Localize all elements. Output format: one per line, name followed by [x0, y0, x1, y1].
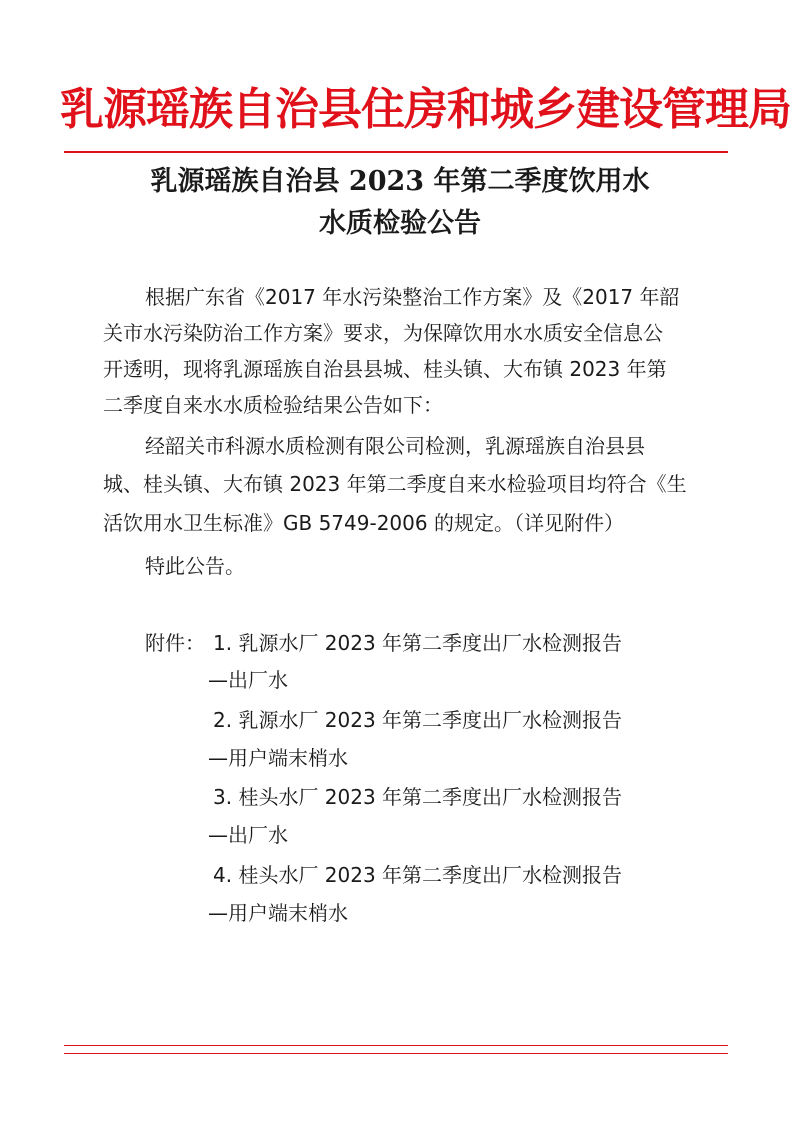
attachment-3-title: 3. 桂头水厂 2023 年第二季度出厂水检测报告 [213, 785, 623, 809]
paragraph-2-line-1: 经韶关市科源水质检测有限公司检测，乳源瑶族自治县县 [145, 434, 645, 458]
paragraph-2-line-2: 城、桂头镇、大布镇 2023 年第二季度自来水检验项目均符合《生 [103, 472, 687, 496]
attachment-3-subtitle: —出厂水 [208, 823, 288, 847]
agency-letterhead: 乳源瑶族自治县住房和城乡建设管理局 [60, 84, 791, 135]
attachment-2-subtitle: —用户端末梢水 [208, 746, 348, 770]
document-title-line-1: 乳源瑶族自治县 2023 年第二季度饮用水 [150, 166, 650, 197]
paragraph-1-line-2: 关市水污染防治工作方案》要求，为保障饮用水水质安全信息公 [103, 321, 663, 345]
paragraph-1-line-4: 二季度自来水水质检验结果公告如下： [103, 393, 443, 417]
letterhead-divider [64, 151, 728, 153]
attachment-1-title: 1. 乳源水厂 2023 年第二季度出厂水检测报告 [213, 631, 623, 655]
closing-statement: 特此公告。 [145, 554, 245, 578]
attachment-4-title: 4. 桂头水厂 2023 年第二季度出厂水检测报告 [213, 863, 623, 887]
attachment-4-subtitle: —用户端末梢水 [208, 901, 348, 925]
attachments-label: 附件： [145, 631, 205, 655]
paragraph-1-line-1: 根据广东省《2017 年水污染整治工作方案》及《2017 年韶 [145, 285, 680, 309]
attachment-1-subtitle: —出厂水 [208, 668, 288, 692]
footer-divider-top [64, 1045, 728, 1046]
document-title-line-2: 水质检验公告 [319, 208, 481, 239]
paragraph-1-line-3: 开透明，现将乳源瑶族自治县县城、桂头镇、大布镇 2023 年第 [103, 357, 667, 381]
paragraph-2-line-3: 活饮用水卫生标准》GB 5749-2006 的规定。（详见附件） [103, 511, 624, 535]
footer-divider-bottom [64, 1053, 728, 1054]
attachment-2-title: 2. 乳源水厂 2023 年第二季度出厂水检测报告 [213, 708, 623, 732]
